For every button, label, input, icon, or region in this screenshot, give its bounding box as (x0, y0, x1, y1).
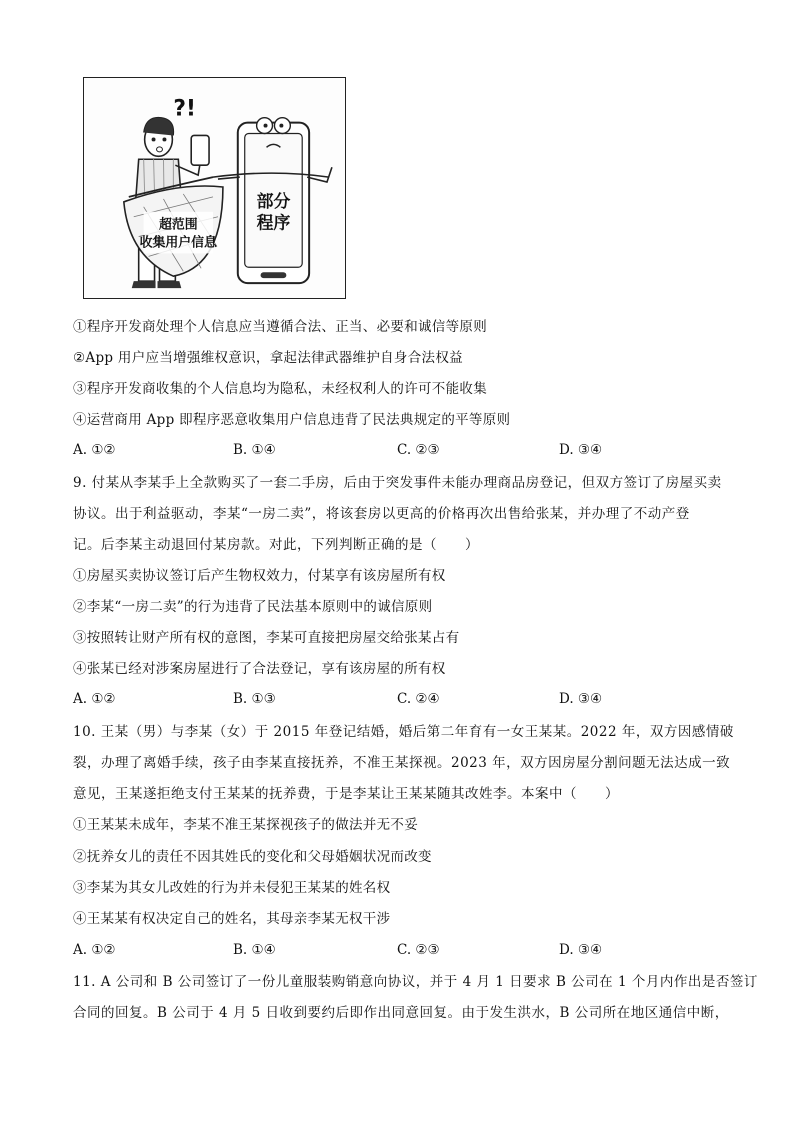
q10-option-b[interactable]: B. ①④ (233, 942, 276, 958)
q10-statement-2: ②抚养女儿的责任不因其姓氏的变化和父母婚姻状况而改变 (73, 849, 432, 865)
q8-statement-1: ①程序开发商处理个人信息应当遵循合法、正当、必要和诚信等原则 (73, 319, 487, 335)
net-label-line1: 超范围 (159, 217, 198, 233)
q8-option-d[interactable]: D. ③④ (559, 442, 603, 458)
q10-statement-4: ④王某某有权决定自己的姓名，其母亲李某无权干涉 (73, 911, 391, 927)
small-phone-icon (191, 135, 209, 165)
q9-option-c[interactable]: C. ②④ (397, 691, 440, 707)
person-hair (144, 117, 174, 135)
q9-statement-2: ②李某“一房二卖”的行为违背了民法基本原则中的诚信原则 (73, 599, 433, 615)
question-exclaim-marks: ?! (173, 96, 196, 122)
q10-option-a[interactable]: A. ①② (73, 942, 116, 958)
q8-statement-2: ②App 用户应当增强维权意识，拿起法律武器维护自身合法权益 (73, 350, 463, 366)
net-label-line2: 收集用户信息 (139, 235, 217, 251)
q9-option-d[interactable]: D. ③④ (559, 691, 603, 707)
q11-stem-line2: 合同的回复。B 公司于 4 月 5 日收到要约后即作出同意回复。由于发生洪水，B 公司所在地区通信中断， (73, 1005, 729, 1021)
q9-option-b[interactable]: B. ①③ (233, 691, 276, 707)
q9-statement-3: ③按照转让财产所有权的意图，李某可直接把房屋交给张某占有 (73, 630, 460, 646)
q9-stem-line2: 协议。出于利益驱动，李某“一房二卖”，将该套房以更高的价格再次出售给张某，并办理了不动产登 (73, 506, 690, 522)
q10-stem-line1: 10. 王某（男）与李某（女）于 2015 年登记结婚，婚后第二年育有一女王某某。2022 年，双方因感情破 (73, 724, 734, 740)
q8-statement-4: ④运营商用 App 即程序恶意收集用户信息违背了民法典规定的平等原则 (73, 412, 511, 428)
q9-option-a[interactable]: A. ①② (73, 691, 116, 707)
q8-option-b[interactable]: B. ①④ (233, 442, 276, 458)
q9-options (73, 691, 633, 709)
q10-options (73, 942, 633, 960)
q10-option-c[interactable]: C. ②③ (397, 942, 440, 958)
phone-label-line1: 部分 (256, 190, 291, 211)
phone-label-line2: 程序 (256, 212, 291, 233)
q8-statement-3: ③程序开发商收集的个人信息均为隐私，未经权利人的许可不能收集 (73, 381, 487, 397)
cartoon-illustration (83, 77, 346, 299)
q8-option-c[interactable]: C. ②③ (397, 442, 440, 458)
cartoon-svg (84, 78, 345, 298)
q9-stem-line3: 记。后李某主动退回付某房款。对此，下列判断正确的是（ ） (73, 537, 479, 553)
q8-options (73, 442, 633, 460)
q10-option-d[interactable]: D. ③④ (559, 942, 603, 958)
q10-statement-3: ③李某为其女儿改姓的行为并未侵犯王某某的姓名权 (73, 880, 391, 896)
q9-stem-line1: 9. 付某从李某手上全款购买了一套二手房，后由于突发事件未能办理商品房登记，但双方签订了房屋买卖 (73, 475, 722, 491)
q10-stem-line2: 裂，办理了离婚手续，孩子由李某直接抚养，不准王某探视。2023 年，双方因房屋分割问题无法达成一致 (73, 755, 731, 771)
q11-stem-line1: 11. A 公司和 B 公司签订了一份儿童服装购销意向协议，并于 4 月 1 日要求 B 公司在 1 个月内作出是否签订 (73, 974, 758, 990)
q8-option-a[interactable]: A. ①② (73, 442, 116, 458)
q9-statement-4: ④张某已经对涉案房屋进行了合法登记，享有该房屋的所有权 (73, 661, 446, 677)
q9-statement-1: ①房屋买卖协议签订后产生物权效力，付某享有该房屋所有权 (73, 568, 446, 584)
q10-statement-1: ①王某某未成年，李某不准王某探视孩子的做法并无不妥 (73, 817, 418, 833)
q10-stem-line3: 意见，王某遂拒绝支付王某某的抚养费，于是李某让王某某随其改姓李。本案中（ ） (73, 786, 619, 802)
